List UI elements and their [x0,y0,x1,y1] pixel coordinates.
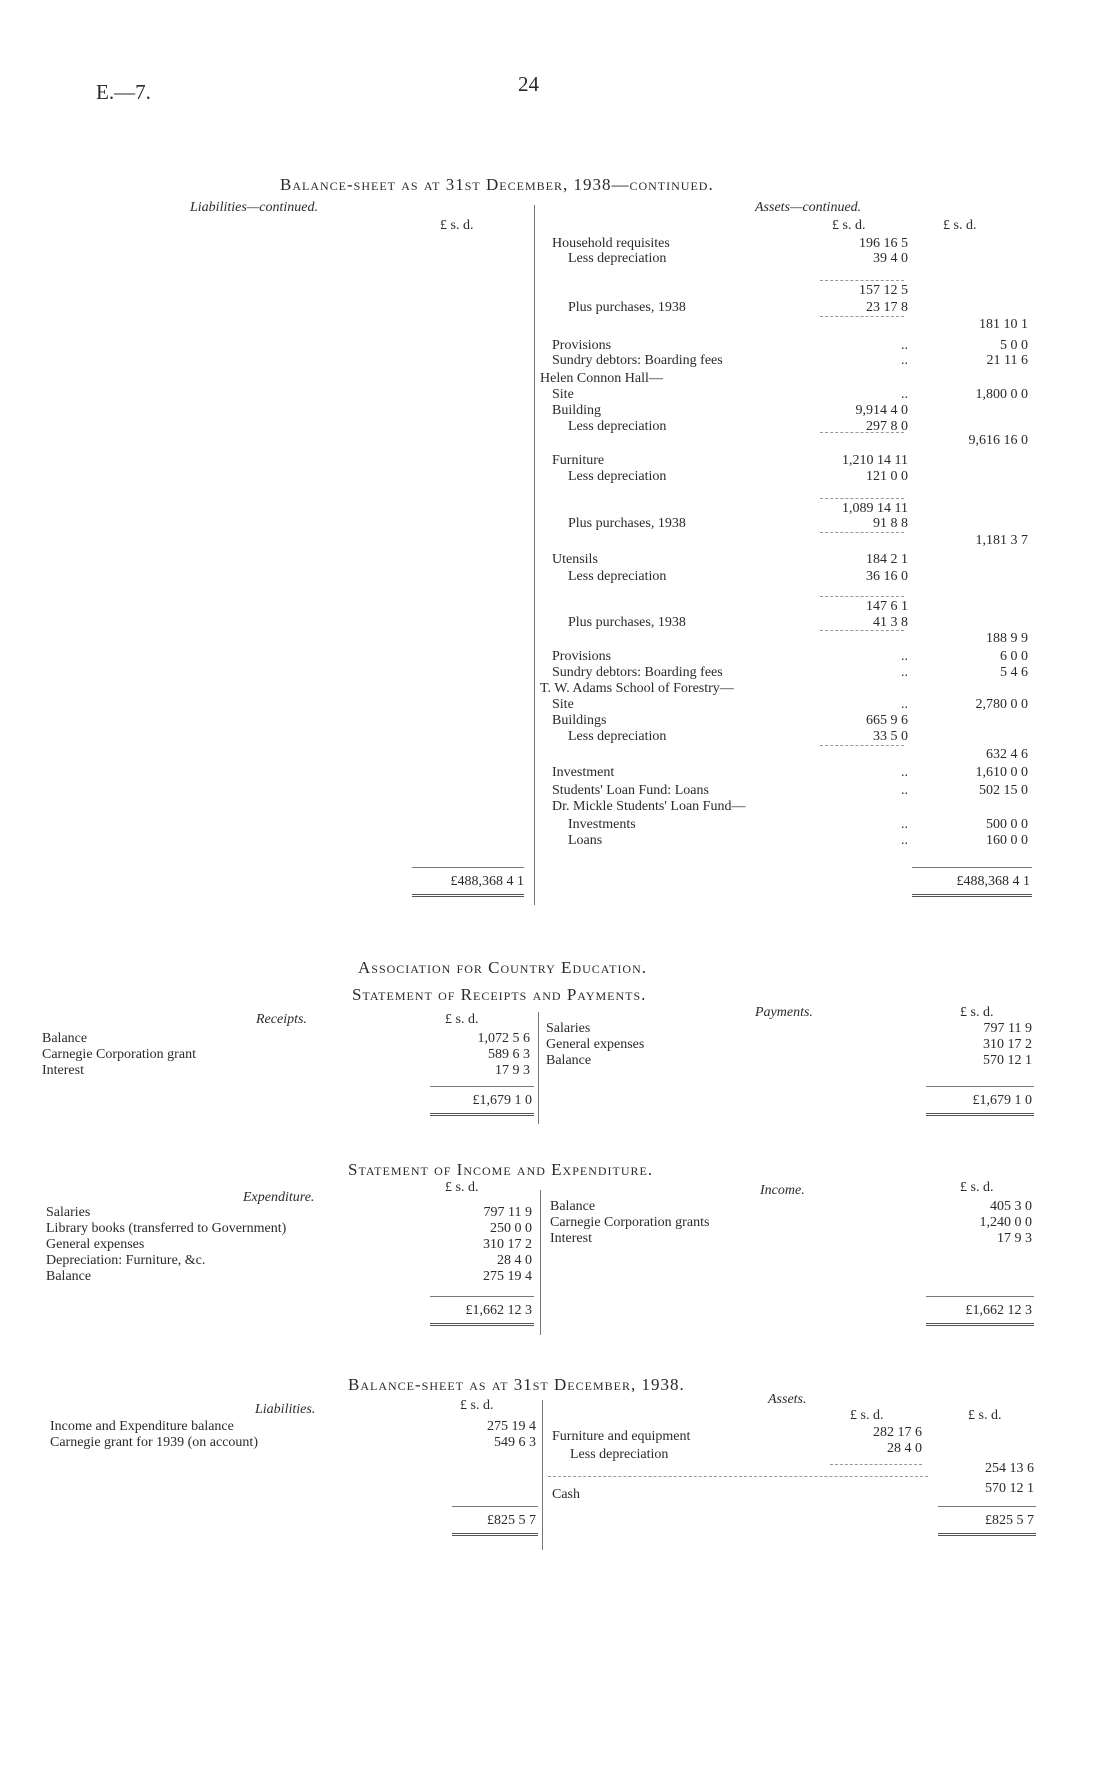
receipt-label: Interest [42,1063,84,1078]
asset-row-subtotal: 1,610 0 0 [975,765,1028,780]
asset-row-amount: .. [901,387,908,402]
page-reference: E.—7. [96,80,151,104]
expenditure-amount: 28 4 0 [497,1253,532,1268]
association-asset-label: Furniture and equipment [552,1429,691,1444]
association-assets-total-double-rule [938,1533,1036,1536]
asset-row-label: Students' Loan Fund: Loans [552,783,709,798]
payment-amount: 797 11 9 [983,1021,1032,1036]
subtotal-rule [820,498,904,499]
expenditure-total-rule [430,1296,534,1297]
asset-row-label: Less depreciation [568,251,667,266]
income-currency-header: £ s. d. [960,1180,994,1195]
association-asset-label: Cash [552,1487,580,1502]
expenditure-header: Expenditure. [243,1190,315,1205]
association-assets-inner-currency-header: £ s. d. [850,1408,884,1423]
balance-sheet-divider [534,205,535,905]
asset-row-label: Plus purchases, 1938 [568,300,686,315]
asset-row-amount: 1,210 14 11 [842,453,908,468]
section-rule [548,1476,928,1477]
income-amount: 405 3 0 [990,1199,1032,1214]
association-liabilities-currency-header: £ s. d. [460,1398,494,1413]
expenditure-amount: 250 0 0 [490,1221,532,1236]
receipts-header: Receipts. [256,1012,307,1027]
asset-row-subtotal: 1,181 3 7 [975,533,1028,548]
asset-row-label: Site [552,697,574,712]
receipts-payments-title: Statement of Receipts and Payments. [352,985,647,1004]
payment-amount: 570 12 1 [983,1053,1032,1068]
association-liabilities-total-rule [452,1506,538,1507]
asset-row-amount: .. [901,817,908,832]
asset-row-amount: .. [901,783,908,798]
expenditure-label: Balance [46,1269,92,1284]
asset-row-amount: 184 2 1 [866,552,908,567]
association-asset-label: Less depreciation [570,1447,669,1462]
asset-row-amount: 196 16 5 [859,236,908,251]
asset-row-subtotal: 160 0 0 [986,833,1028,848]
payments-currency-header: £ s. d. [960,1005,994,1020]
asset-row-amount: 297 8 0 [866,419,908,434]
asset-row-amount: 1,089 14 11 [842,501,908,516]
asset-row-amount: 36 16 0 [866,569,908,584]
payment-label: Balance [546,1053,592,1068]
asset-row-label: Building [552,403,602,418]
expenditure-amount: 310 17 2 [483,1237,532,1252]
expenditure-total-double-rule [430,1323,534,1326]
liabilities-total-double-rule [412,894,524,897]
balance-sheet-continued-title: Balance-sheet as at 31st December, 1938—continued. [280,175,714,194]
subtotal-rule [820,596,904,597]
assets-total: £488,368 4 1 [956,874,1030,889]
assets-continued-header: Assets—continued. [755,200,862,215]
asset-row-label: Investments [568,817,636,832]
asset-row-amount: .. [901,338,908,353]
asset-row-label: T. W. Adams School of Forestry— [540,681,734,696]
liabilities-continued-header: Liabilities—continued. [190,200,318,215]
asset-row-amount: .. [901,833,908,848]
asset-row-amount: 91 8 8 [873,516,908,531]
asset-row-subtotal: 500 0 0 [986,817,1028,832]
subtotal-rule [820,745,904,746]
assets-total-double-rule [912,894,1032,897]
expenditure-amount: 275 19 4 [483,1269,532,1284]
payments-total-double-rule [926,1113,1034,1116]
assets-outer-currency-header: £ s. d. [943,218,977,233]
expenditure-label: General expenses [46,1237,145,1252]
receipt-label: Carnegie Corporation grant [42,1047,196,1062]
asset-row-subtotal: 188 9 9 [986,631,1028,646]
receipt-label: Balance [42,1031,88,1046]
payments-total-rule [926,1086,1034,1087]
income-total-rule [926,1296,1034,1297]
asset-row-label: Site [552,387,574,402]
asset-row-amount: 33 5 0 [873,729,908,744]
income-total: £1,662 12 3 [965,1303,1032,1318]
asset-row-label: Less depreciation [568,469,667,484]
asset-row-subtotal: 502 15 0 [979,783,1028,798]
asset-row-amount: 23 17 8 [866,300,908,315]
income-label: Interest [550,1231,592,1246]
asset-row-label: Sundry debtors: Boarding fees [552,353,723,368]
subtotal-rule [830,1464,922,1465]
association-balance-divider [542,1400,543,1550]
asset-row-subtotal: 632 4 6 [986,747,1028,762]
association-liability-label: Carnegie grant for 1939 (on account) [50,1435,258,1450]
receipts-total-rule [430,1086,534,1087]
income-expenditure-divider [540,1190,541,1335]
asset-row-label: Furniture [552,453,605,468]
asset-row-amount: .. [901,665,908,680]
receipts-total: £1,679 1 0 [472,1093,532,1108]
association-assets-header: Assets. [768,1392,807,1407]
receipts-payments-divider [538,1012,539,1124]
asset-row-label: Utensils [552,552,598,567]
asset-row-subtotal: 21 11 6 [986,353,1028,368]
asset-row-label: Less depreciation [568,569,667,584]
asset-row-subtotal: 9,616 16 0 [968,433,1028,448]
association-balance-sheet-title: Balance-sheet as at 31st December, 1938. [348,1375,685,1394]
asset-row-label: Investment [552,765,615,780]
association-assets-total-rule [938,1506,1036,1507]
association-assets-total: £825 5 7 [985,1513,1034,1528]
asset-row-subtotal: 5 0 0 [1000,338,1028,353]
expenditure-currency-header: £ s. d. [445,1180,479,1195]
income-total-double-rule [926,1323,1034,1326]
asset-row-label: Household requisites [552,236,670,251]
asset-row-subtotal: 5 4 6 [1000,665,1028,680]
asset-row-subtotal: 2,780 0 0 [975,697,1028,712]
asset-row-label: Provisions [552,649,612,664]
association-asset-amount: 28 4 0 [887,1441,922,1456]
subtotal-rule [820,280,904,281]
receipts-currency-header: £ s. d. [445,1012,479,1027]
expenditure-label: Library books (transferred to Government) [46,1221,287,1236]
liabilities-total: £488,368 4 1 [450,874,524,889]
asset-row-label: Plus purchases, 1938 [568,615,686,630]
asset-row-subtotal: 1,800 0 0 [975,387,1028,402]
expenditure-total: £1,662 12 3 [465,1303,532,1318]
assets-inner-currency-header: £ s. d. [832,218,866,233]
asset-row-amount: .. [901,649,908,664]
receipt-amount: 1,072 5 6 [477,1031,530,1046]
asset-row-label: Less depreciation [568,419,667,434]
association-liability-amount: 275 19 4 [487,1419,536,1434]
liabilities-total-rule [412,867,524,868]
asset-row-amount: 665 9 6 [866,713,908,728]
association-liabilities-header: Liabilities. [255,1402,316,1417]
subtotal-rule [820,316,904,317]
association-liabilities-total: £825 5 7 [487,1513,536,1528]
asset-row-amount: .. [901,765,908,780]
payments-total: £1,679 1 0 [972,1093,1032,1108]
receipt-amount: 589 6 3 [488,1047,530,1062]
subtotal-rule [820,432,904,433]
asset-row-subtotal: 181 10 1 [979,317,1028,332]
payment-label: Salaries [546,1021,591,1036]
association-assets-outer-currency-header: £ s. d. [968,1408,1002,1423]
asset-row-amount: 39 4 0 [873,251,908,266]
asset-row-label: Less depreciation [568,729,667,744]
page-number: 24 [518,72,539,96]
asset-row-amount: 9,914 4 0 [855,403,908,418]
asset-row-amount: .. [901,697,908,712]
asset-row-label: Provisions [552,338,612,353]
association-liabilities-total-double-rule [452,1533,538,1536]
asset-row-amount: 157 12 5 [859,283,908,298]
association-asset-amount: 282 17 6 [873,1425,922,1440]
receipt-amount: 17 9 3 [495,1063,530,1078]
liabilities-currency-header: £ s. d. [440,218,474,233]
asset-row-amount: 41 3 8 [873,615,908,630]
association-liability-label: Income and Expenditure balance [50,1419,234,1434]
asset-row-label: Plus purchases, 1938 [568,516,686,531]
asset-row-label: Helen Connon Hall— [540,371,663,386]
association-title: Association for Country Education. [358,958,648,977]
association-liability-amount: 549 6 3 [494,1435,536,1450]
asset-row-amount: 121 0 0 [866,469,908,484]
asset-row-subtotal: 6 0 0 [1000,649,1028,664]
expenditure-label: Depreciation: Furniture, &c. [46,1253,206,1268]
income-amount: 17 9 3 [997,1231,1032,1246]
income-expenditure-title: Statement of Income and Expenditure. [348,1160,654,1179]
asset-row-label: Dr. Mickle Students' Loan Fund— [552,799,746,814]
payment-amount: 310 17 2 [983,1037,1032,1052]
asset-row-label: Sundry debtors: Boarding fees [552,665,723,680]
payment-label: General expenses [546,1037,645,1052]
asset-row-amount: .. [901,353,908,368]
asset-row-label: Loans [568,833,603,848]
expenditure-amount: 797 11 9 [483,1205,532,1220]
asset-row-label: Buildings [552,713,607,728]
association-asset-subtotal: 570 12 1 [985,1481,1034,1496]
subtotal-rule [820,532,904,533]
assets-total-rule [912,867,1032,868]
income-label: Carnegie Corporation grants [550,1215,710,1230]
expenditure-label: Salaries [46,1205,91,1220]
association-asset-subtotal: 254 13 6 [985,1461,1034,1476]
income-amount: 1,240 0 0 [979,1215,1032,1230]
income-header: Income. [760,1183,805,1198]
asset-row-amount: 147 6 1 [866,599,908,614]
subtotal-rule [820,630,904,631]
receipts-total-double-rule [430,1113,534,1116]
payments-header: Payments. [755,1005,813,1020]
income-label: Balance [550,1199,596,1214]
